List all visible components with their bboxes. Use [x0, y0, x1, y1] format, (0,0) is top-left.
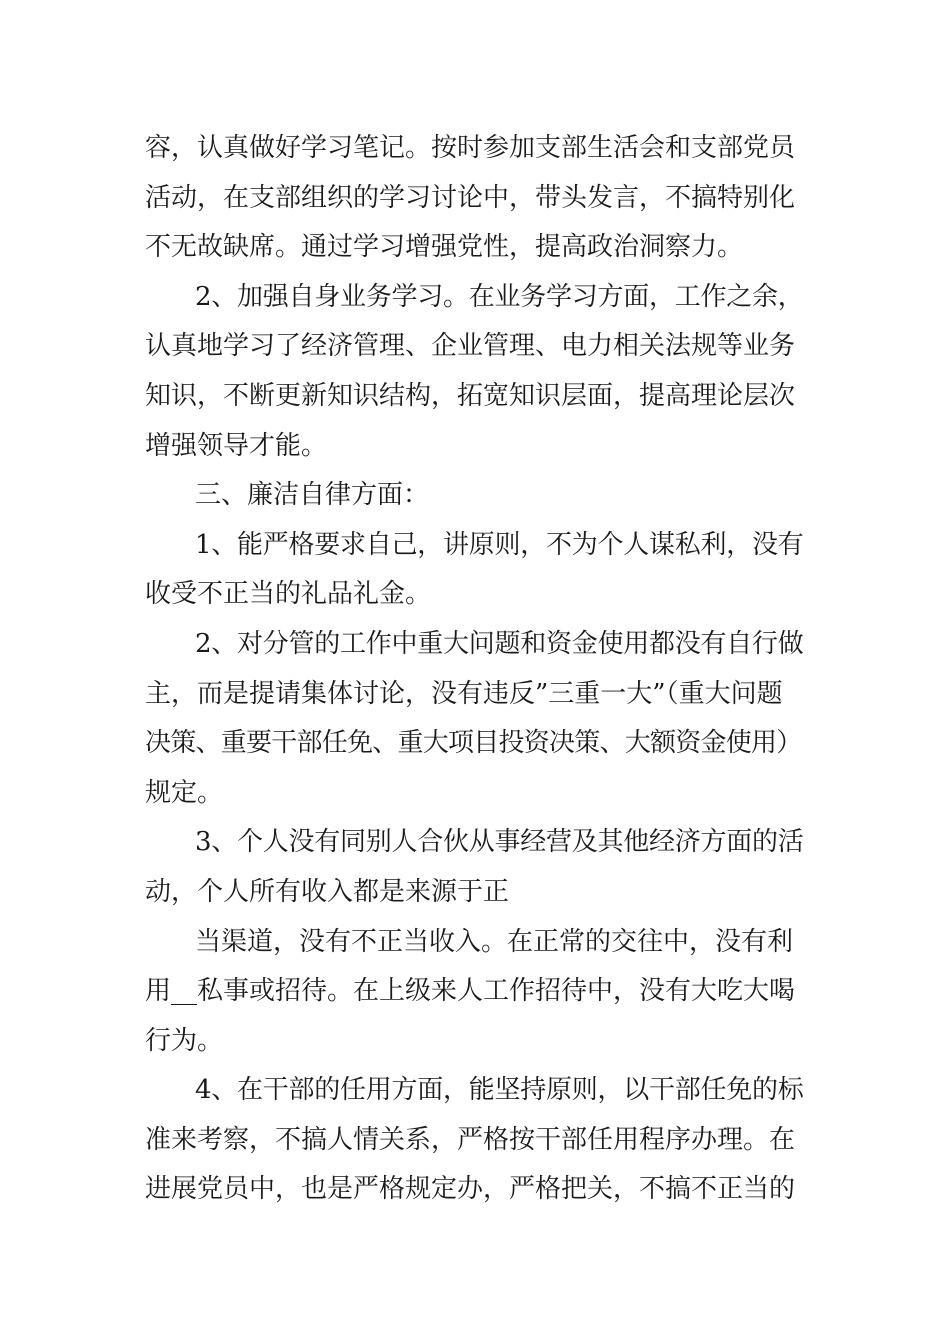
text-line: 规定。	[145, 777, 224, 808]
text-line: 2、加强自身业务学习。在业务学习方面，工作之余，	[195, 281, 804, 312]
section-heading: 三、廉洁自律方面：	[195, 480, 430, 511]
text-line: 收受不正当的礼品礼金。	[145, 579, 432, 610]
text-line: 不无故缺席。通过学习增强党性，提高政治洞察力。	[145, 232, 744, 263]
text-line: 1、能严格要求自己，讲原则，不为个人谋私利，没有	[195, 529, 804, 560]
text-line: 容，认真做好学习笔记。按时参加支部生活会和支部党员	[145, 133, 796, 163]
document-body	[145, 124, 807, 1215]
text-line: 认真地学习了经济管理、企业管理、电力相关法规等业务	[145, 331, 796, 362]
text-line: 准来考察，不搞人情关系，严格按干部任用程序办理。在	[145, 1124, 796, 1155]
text-line: 活动，在支部组织的学习讨论中，带头发言，不搞特别化	[145, 182, 796, 213]
text-line: 知识，不断更新知识结构，拓宽知识层面，提高理论层次	[145, 380, 796, 411]
text-line: 增强领导才能。	[145, 430, 328, 461]
text-line: 用__私事或招待。在上级来人工作招待中，没有大吃大喝	[145, 976, 796, 1007]
text-line: 进展党员中，也是严格规定办，严格把关，不搞不正当的	[145, 1174, 796, 1205]
text-line: 4、在干部的任用方面，能坚持原则，以干部任免的标	[195, 1075, 804, 1106]
text-line: 3、个人没有同别人合伙从事经营及其他经济方面的活	[195, 827, 804, 858]
text-line: 行为。	[145, 1025, 224, 1056]
text-line: 2、对分管的工作中重大问题和资金使用都没有自行做	[195, 628, 804, 659]
text-line: 动，个人所有收入都是来源于正	[145, 876, 510, 907]
text-line: 主，而是提请集体讨论，没有违反”三重一大”（重大问题	[145, 678, 783, 709]
text-line: 当渠道，没有不正当收入。在正常的交往中，没有利	[195, 926, 794, 957]
text-line: 决策、重要干部任免、重大项目投资决策、大额资金使用）	[145, 728, 802, 759]
